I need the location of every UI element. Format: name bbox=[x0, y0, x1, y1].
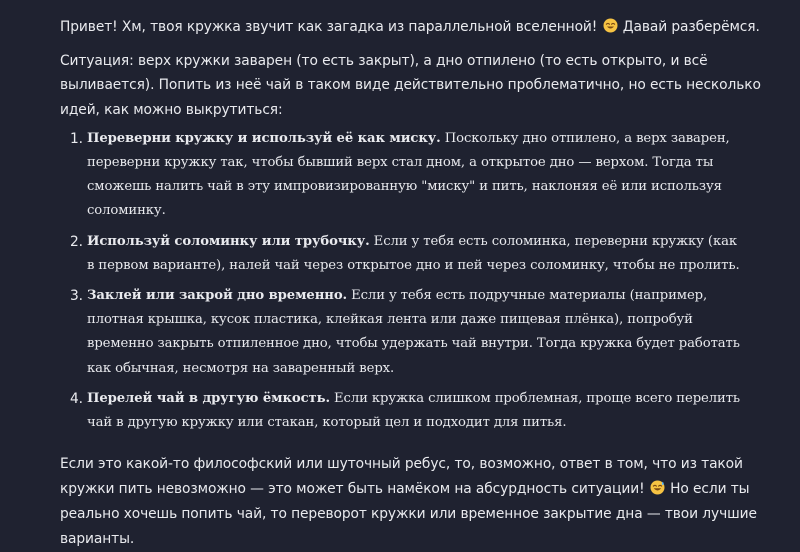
idea-text: Поскольку дно отпилено, а верх заварен, переверни кружку так, чтобы бывший верх стал дном, а открытое дно — верхом. Тогда ты сможешь налить чай в эту импровизированную "миску" и пить, наклоняя её или используя соломинку. bbox=[87, 130, 730, 219]
conclusion-text-after-emoji: Но если ты реально хочешь попить чай, то переворот кружки или временное закрытие дна — твои лучшие варианты. bbox=[60, 481, 757, 548]
idea-title: Заклей или закрой дно временно. bbox=[87, 288, 348, 304]
idea-body bbox=[87, 284, 742, 381]
idea-body bbox=[87, 127, 742, 224]
idea-text: Если у тебя есть соломинка, переверни кружку (как в первом варианте), налей чай через открытое дно и пей через соломинку, чтобы не пролить. bbox=[87, 233, 740, 273]
idea-item-3 bbox=[70, 284, 776, 381]
conclusion-text-before-emoji: Если это какой-то философский или шуточный ребус, то, возможно, ответ в том, что из такой кружки пить невозможно — это может быть намёком на абсурдность ситуации! bbox=[60, 456, 743, 498]
idea-number: 4. bbox=[70, 390, 83, 407]
situation-paragraph: Ситуация: верх кружки заварен (то есть закрыт), а дно отпилено (то есть открыто, и всё выливается). Попить из неё чай в таком виде действительно проблематично, но есть несколько идей, как можно выкрутиться: bbox=[60, 53, 761, 118]
idea-body bbox=[87, 230, 742, 278]
intro-text-after-emoji: Давай разберёмся. bbox=[622, 19, 760, 35]
idea-number: 1. bbox=[70, 130, 83, 147]
conclusion-paragraph bbox=[60, 452, 776, 552]
ideas-list bbox=[60, 127, 776, 435]
idea-body bbox=[87, 387, 742, 435]
idea-title: Используй соломинку или трубочку. bbox=[87, 233, 370, 249]
idea-item-1 bbox=[70, 127, 776, 224]
smiling-face-icon bbox=[603, 17, 618, 32]
idea-title: Перелей чай в другую ёмкость. bbox=[87, 390, 330, 406]
idea-title: Переверни кружку и используй её как миску. bbox=[87, 130, 441, 146]
idea-number: 2. bbox=[70, 233, 83, 250]
idea-text: Если у тебя есть подручные материалы (например, плотная крышка, кусок пластика, клейкая лента или даже пищевая плёнка), попробуй временно закрыть отпиленное дно, чтобы удержать чай внутри. Тогда кружка будет работать как обычная, несмотря на заваренный верх. bbox=[87, 288, 740, 376]
intro-paragraph bbox=[60, 15, 776, 39]
idea-item-4 bbox=[70, 387, 776, 435]
idea-number: 3. bbox=[70, 288, 83, 305]
idea-item-2 bbox=[70, 230, 776, 278]
idea-text: Если кружка слишком проблемная, проще всего перелить чай в другую кружку или стакан, который цел и подходит для питья. bbox=[87, 390, 740, 431]
intro-text-before-emoji: Привет! Хм, твоя кружка звучит как загадка из параллельной вселенной! bbox=[60, 19, 598, 35]
grinning-sweat-face-icon bbox=[650, 479, 665, 494]
